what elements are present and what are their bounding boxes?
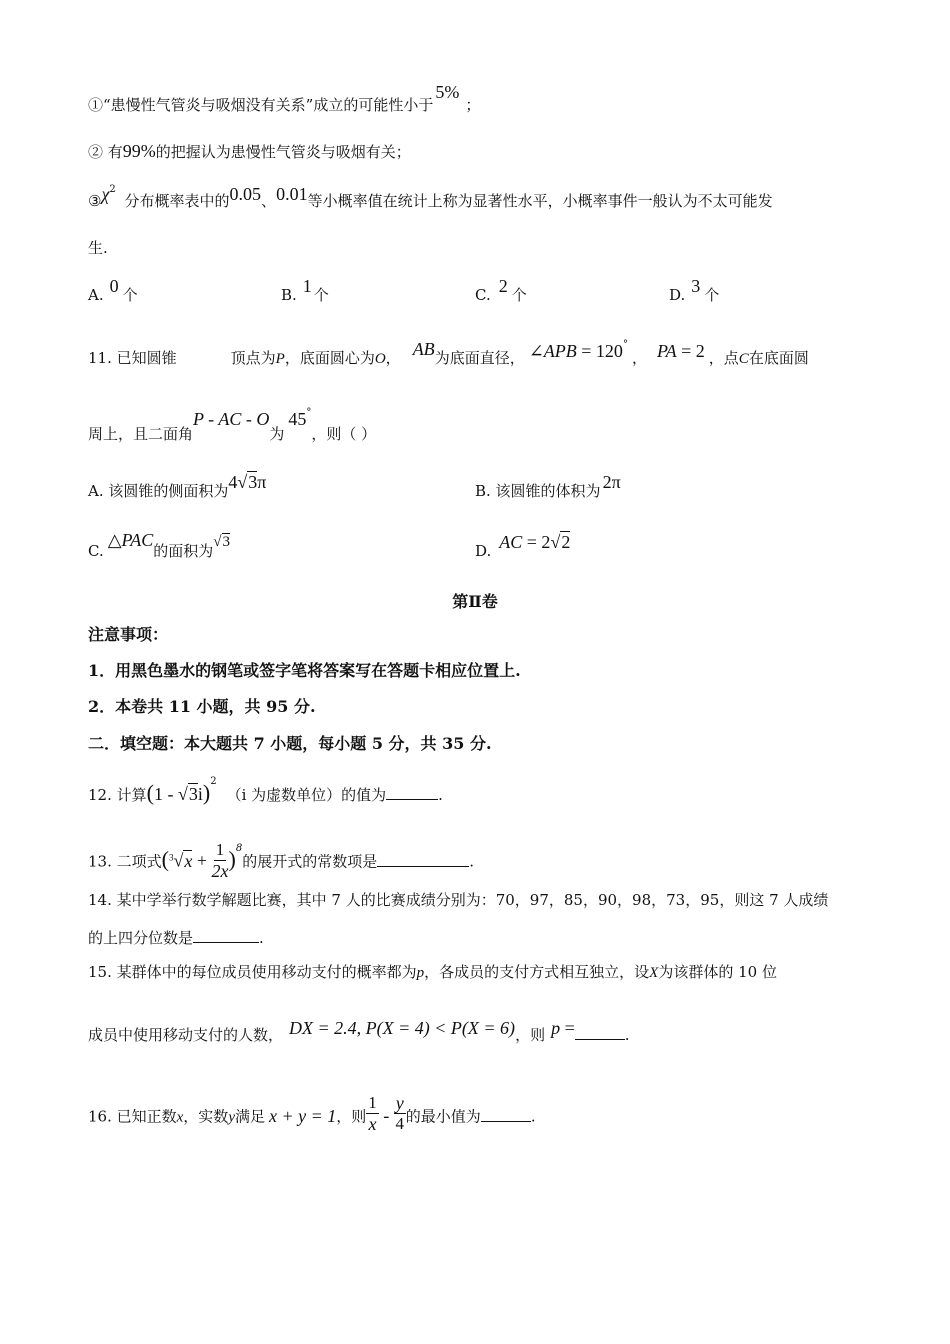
q10-option-d: D. 3 个 <box>669 276 720 304</box>
q15-line-1: 15. 某群体中的每位成员使用移动支付的概率都为p，各成员的支付方式相互独立，设X为该群体的 10 位 <box>88 963 777 981</box>
notice-heading: 注意事项： <box>88 625 169 644</box>
q10-statement-2: ② 有99%的把握认为患慢性气管炎与吸烟有关； <box>88 141 411 161</box>
notice-item-2: 2．本卷共 11 小题，共 95 分. <box>88 697 316 716</box>
q11-stem-line-1: 11. 已知圆锥 顶点为P，底面圆心为O， AB为底面直径， ∠APB = 120°， PA = 2 ，点C在底面圆 <box>88 339 809 367</box>
section-title: 第Ⅱ卷 <box>452 592 498 611</box>
q11-option-b: B. 该圆锥的体积为 2π <box>475 472 621 500</box>
q10-statement-1: ①“患慢性气管炎与吸烟没有关系”成立的可能性小于5%； <box>88 82 481 114</box>
q11-option-a: A. 该圆锥的侧面积为4√3π <box>88 472 267 500</box>
q11-stem-line-2: 周上，且二面角P - AC - O为45°，则（ ） <box>88 407 377 443</box>
q14-line-2: 的上四分位数是 . <box>88 929 264 947</box>
q12: 12. 计算(1 - √3i)$^2$（i 为虚数单位）的值为 . <box>88 776 443 805</box>
notice-item-1: 1．用黑色墨水的钢笔或签字笔将答案写在答题卡相应位置上. <box>88 661 521 680</box>
q10-option-c: C. 2 个 <box>475 276 527 304</box>
q10-option-b: B. 1 个 <box>281 276 329 304</box>
q11-option-c: C.△PAC的面积为√3 <box>88 530 230 560</box>
q11-option-d: D. AC = 2√2 <box>475 532 571 560</box>
q10-statement-3: $③\chi^2$ 分布概率表中的0.05、0.01等小概率值在统计上称为显著性水平，小概率事件一般认为不太可能发 <box>88 184 773 210</box>
q16: 16. 已知正数x，实数y满足 x + y = 1，则 $\frac{1}{x}$ - $\frac{y}{4}$ 的最小值为 . <box>88 1093 536 1134</box>
q13: 13. 二项式($^3$√x + $\frac{1}{2x}$ )$^8$的展开式的常数项是 . <box>88 840 474 881</box>
q14-line-1: 14. 某中学举行数学解题比赛，其中 7 人的比赛成绩分别为：70，97，85，90，98，73，95，则这 7 人成绩 <box>88 891 829 909</box>
q15-line-2: 成员中使用移动支付的人数， DX = 2.4, P(X = 4) < P(X = 6)，则 p = . <box>88 1018 630 1044</box>
q10-statement-3-cont: 生. <box>88 239 108 257</box>
fill-in-heading: 二．填空题：本大题共 7 小题，每小题 5 分，共 35 分. <box>88 734 492 753</box>
q10-option-a: A. 0 个 <box>88 276 138 304</box>
